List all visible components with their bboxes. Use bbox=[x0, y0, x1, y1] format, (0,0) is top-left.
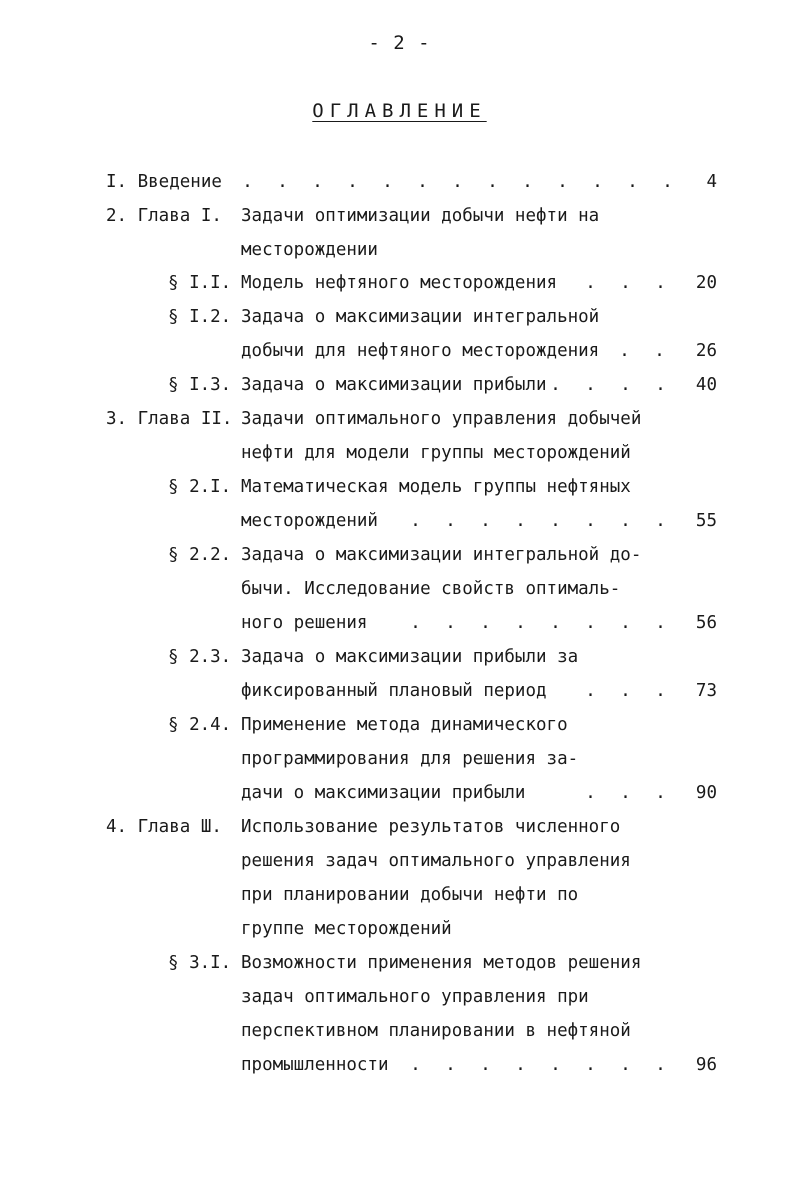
toc-entry-label: § I.3. bbox=[168, 375, 232, 395]
toc-entry-title: бычи. Исследование свойств оптималь- bbox=[241, 579, 621, 599]
toc-entry-section-3-1-cont-1 bbox=[0, 984, 799, 1010]
toc-entry-label: 2. Глава I. bbox=[106, 206, 222, 226]
toc-entry-section-1-2 bbox=[0, 304, 799, 330]
leader-dots: . . bbox=[619, 341, 665, 361]
toc-entry-chapter-3-cont-1 bbox=[0, 848, 799, 874]
toc-entry-label: § I.2. bbox=[168, 307, 232, 327]
leader-dots: . . . bbox=[585, 273, 666, 293]
toc-entry-section-3-1-cont-3 bbox=[0, 1052, 799, 1078]
toc-entry-title: Модель нефтяного месторождения bbox=[241, 273, 558, 293]
toc-entry-section-2-1 bbox=[0, 474, 799, 500]
toc-entry-chapter-3-cont-2 bbox=[0, 882, 799, 908]
toc-entry-section-1-1 bbox=[0, 270, 799, 296]
toc-entry-title: Применение метода динамического bbox=[241, 715, 568, 735]
toc-entry-chapter-2-cont bbox=[0, 440, 799, 466]
toc-page-number: 90 bbox=[695, 783, 717, 803]
toc-entry-title: Использование результатов численного bbox=[241, 817, 621, 837]
toc-entry-title: перспективном планировании в нефтяной bbox=[241, 1021, 631, 1041]
leader-dots: . . . bbox=[585, 783, 666, 803]
toc-entry-title: месторождении bbox=[241, 240, 378, 260]
toc-entry-section-2-4-cont-1 bbox=[0, 746, 799, 772]
toc-entry-title: Математическая модель группы нефтяных bbox=[241, 477, 631, 497]
toc-entry-chapter-1 bbox=[0, 203, 799, 229]
toc-entry-title: Задача о максимизации интегральной bbox=[241, 307, 600, 327]
toc-entry-title: фиксированный плановый период bbox=[241, 681, 547, 701]
toc-entry-title: Задача о максимизации интегральной до- bbox=[241, 545, 642, 565]
toc-heading: ОГЛАВЛЕНИЕ bbox=[312, 100, 487, 122]
toc-page-number: 56 bbox=[695, 613, 717, 633]
toc-entry-label: I. Введение bbox=[106, 172, 222, 192]
toc-entry-label: § 2.4. bbox=[168, 715, 232, 735]
toc-page-number: 55 bbox=[695, 511, 717, 531]
toc-entry-intro bbox=[0, 169, 799, 195]
toc-entry-title: группе месторождений bbox=[241, 919, 452, 939]
toc-entry-section-2-3 bbox=[0, 644, 799, 670]
toc-entry-label: 3. Глава II. bbox=[106, 409, 233, 429]
toc-page-number: 40 bbox=[695, 375, 717, 395]
toc-entry-chapter-2 bbox=[0, 406, 799, 432]
leader-dots: . . . . bbox=[550, 375, 666, 395]
toc-entry-section-3-1 bbox=[0, 950, 799, 976]
toc-page-number: 4 bbox=[706, 172, 717, 192]
toc-entry-title: Задачи оптимального управления добычей bbox=[241, 409, 642, 429]
toc-entry-title: Задачи оптимизации добычи нефти на bbox=[241, 206, 600, 226]
toc-entry-section-2-2-cont-2 bbox=[0, 610, 799, 636]
toc-entry-label: 4. Глава Ш. bbox=[106, 817, 222, 837]
toc-entry-title: добычи для нефтяного месторождения bbox=[241, 341, 600, 361]
toc-entry-section-2-3-cont bbox=[0, 678, 799, 704]
leader-dots: . . . bbox=[585, 681, 666, 701]
toc-entry-section-1-2-cont bbox=[0, 338, 799, 364]
leader-dots: . . . . . . . . bbox=[410, 511, 666, 531]
toc-page-number: 26 bbox=[695, 341, 717, 361]
toc-entry-section-2-2 bbox=[0, 542, 799, 568]
toc-entry-label: § 2.3. bbox=[168, 647, 232, 667]
toc-entry-chapter-3 bbox=[0, 814, 799, 840]
toc-entry-title: при планировании добычи нефти по bbox=[241, 885, 579, 905]
toc-entry-title: решения задач оптимального управления bbox=[241, 851, 631, 871]
toc-entry-title: промышленности bbox=[241, 1055, 389, 1075]
toc-entry-title: задач оптимального управления при bbox=[241, 987, 589, 1007]
toc-entry-label: § 2.I. bbox=[168, 477, 232, 497]
toc-entry-title: программирования для решения за- bbox=[241, 749, 579, 769]
toc-entry-chapter-3-cont-3 bbox=[0, 916, 799, 942]
toc-entry-label: § 2.2. bbox=[168, 545, 232, 565]
leader-dots: . . . . . . . . bbox=[410, 613, 666, 633]
toc-page-number: 73 bbox=[695, 681, 717, 701]
toc-entry-chapter-1-cont bbox=[0, 237, 799, 263]
toc-entry-section-1-3 bbox=[0, 372, 799, 398]
toc-entry-section-2-4-cont-2 bbox=[0, 780, 799, 806]
toc-entry-section-2-4 bbox=[0, 712, 799, 738]
toc-page-number: 20 bbox=[695, 273, 717, 293]
page-number: - 2 - bbox=[368, 32, 431, 54]
toc-entry-title: ного решения bbox=[241, 613, 368, 633]
leader-dots: . . . . . . . . bbox=[410, 1055, 666, 1075]
toc-entry-title: нефти для модели группы месторождений bbox=[241, 443, 631, 463]
toc-entry-title: месторождений bbox=[241, 511, 378, 531]
toc-entry-title: Задача о максимизации прибыли bbox=[241, 375, 547, 395]
leader-dots: . . . . . . . . . . . . . bbox=[242, 172, 673, 192]
toc-entry-label: § 3.I. bbox=[168, 953, 232, 973]
toc-entry-title: дачи о максимизации прибыли bbox=[241, 783, 526, 803]
toc-page-number: 96 bbox=[695, 1055, 717, 1075]
toc-entry-label: § I.I. bbox=[168, 273, 232, 293]
toc-entry-title: Возможности применения методов решения bbox=[241, 953, 642, 973]
toc-entry-section-3-1-cont-2 bbox=[0, 1018, 799, 1044]
toc-entry-title: Задача о максимизации прибыли за bbox=[241, 647, 579, 667]
toc-entry-section-2-1-cont bbox=[0, 508, 799, 534]
toc-entry-section-2-2-cont-1 bbox=[0, 576, 799, 602]
